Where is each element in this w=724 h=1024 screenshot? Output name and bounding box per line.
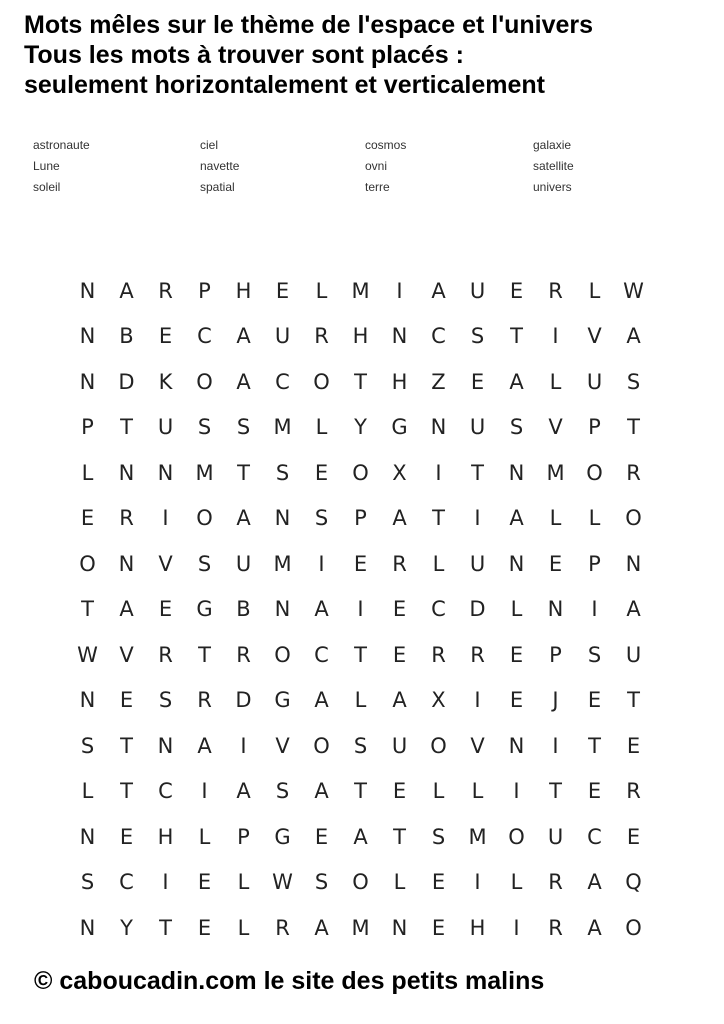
grid-cell: G <box>391 415 408 440</box>
title-line-1: Mots mêles sur le thème de l'espace et l'univers <box>24 11 594 39</box>
grid-cell: A <box>626 597 641 622</box>
grid-cell: H <box>235 278 252 303</box>
grid-cell: M <box>468 824 487 849</box>
grid-cell: S <box>626 369 641 394</box>
grid-cell: N <box>79 688 96 713</box>
grid-cell: N <box>274 597 291 622</box>
grid-cell: S <box>314 506 329 531</box>
grid-cell: I <box>201 779 208 804</box>
grid-cell: I <box>591 597 598 622</box>
grid-cell: A <box>314 597 329 622</box>
word-item: navette <box>200 159 240 173</box>
grid-cell: E <box>197 915 212 940</box>
word-item: ciel <box>200 138 219 152</box>
grid-cell: M <box>351 278 370 303</box>
grid-cell: A <box>509 506 524 531</box>
grid-cell: N <box>391 915 408 940</box>
grid-cell: W <box>623 278 644 303</box>
grid-cell: D <box>235 688 252 713</box>
grid-cell: Y <box>120 915 133 940</box>
grid-cell: I <box>162 870 169 895</box>
grid-cell: I <box>513 779 520 804</box>
grid-cell: S <box>197 551 212 576</box>
grid-cell: S <box>197 415 212 440</box>
grid-cell: T <box>432 506 445 531</box>
grid-cell: E <box>431 915 446 940</box>
grid-cell: N <box>118 460 135 485</box>
grid-cell: N <box>625 551 642 576</box>
word-item: terre <box>365 180 390 194</box>
grid-cell: L <box>393 870 406 895</box>
grid-cell: U <box>469 551 486 576</box>
grid-cell: U <box>157 415 174 440</box>
grid-cell: H <box>391 369 408 394</box>
grid-cell: S <box>80 733 95 758</box>
grid-cell: E <box>626 733 641 758</box>
grid-cell: X <box>431 688 446 713</box>
grid-cell: T <box>120 779 133 804</box>
grid-cell: A <box>236 779 251 804</box>
grid-cell: E <box>314 460 329 485</box>
grid-cell: R <box>431 642 446 667</box>
grid-cell: T <box>549 779 562 804</box>
grid-cell: N <box>547 597 564 622</box>
grid-cell: L <box>588 506 601 531</box>
grid-cell: L <box>432 779 445 804</box>
grid-cell: G <box>196 597 213 622</box>
grid-cell: K <box>158 369 173 394</box>
grid-cell: N <box>508 733 525 758</box>
grid-cell: U <box>547 824 564 849</box>
grid-cell: C <box>431 324 446 349</box>
grid-cell: U <box>391 733 408 758</box>
grid-cell: L <box>198 824 211 849</box>
word-item: ovni <box>365 159 388 173</box>
grid-cell: P <box>354 506 367 531</box>
grid-cell: L <box>315 415 328 440</box>
grid-cell: N <box>79 915 96 940</box>
grid-cell: E <box>509 642 524 667</box>
grid-cell: I <box>318 551 325 576</box>
footer-credit: © caboucadin.com le site des petits malins <box>34 967 545 995</box>
grid-cell: L <box>432 551 445 576</box>
grid-cell: L <box>471 779 484 804</box>
grid-cell: N <box>157 460 174 485</box>
grid-cell: E <box>197 870 212 895</box>
grid-cell: T <box>627 688 640 713</box>
grid-cell: E <box>470 369 485 394</box>
grid-cell: S <box>158 688 173 713</box>
grid-cell: E <box>509 688 524 713</box>
grid-cell: N <box>430 415 447 440</box>
grid-cell: L <box>315 278 328 303</box>
grid-cell: E <box>392 597 407 622</box>
word-item: astronaute <box>33 138 90 152</box>
grid-cell: E <box>353 551 368 576</box>
grid-cell: E <box>275 278 290 303</box>
grid-cell: E <box>392 642 407 667</box>
title-line-3: seulement horizontalement et verticalement <box>24 71 545 99</box>
grid-cell: T <box>354 642 367 667</box>
grid-cell: O <box>352 460 369 485</box>
grid-cell: O <box>586 460 603 485</box>
grid-cell: I <box>513 915 520 940</box>
grid-cell: O <box>196 369 213 394</box>
grid-cell: T <box>120 733 133 758</box>
grid-cell: A <box>314 688 329 713</box>
grid-cell: A <box>392 688 407 713</box>
grid-cell: R <box>626 460 641 485</box>
grid-cell: O <box>274 642 291 667</box>
grid-cell: V <box>587 324 602 349</box>
grid-cell: E <box>548 551 563 576</box>
grid-cell: N <box>79 324 96 349</box>
grid-cell: V <box>119 642 134 667</box>
grid-cell: S <box>470 324 485 349</box>
grid-cell: R <box>158 278 173 303</box>
grid-cell: C <box>197 324 212 349</box>
letter-grid <box>68 268 653 951</box>
grid-cell: I <box>357 597 364 622</box>
grid-cell: O <box>430 733 447 758</box>
grid-cell: O <box>196 506 213 531</box>
grid-cell: R <box>197 688 212 713</box>
grid-cell: C <box>275 369 290 394</box>
grid-cell: I <box>474 870 481 895</box>
grid-cell: U <box>469 278 486 303</box>
grid-cell: E <box>80 506 95 531</box>
grid-cell: A <box>392 506 407 531</box>
grid-cell: M <box>546 460 565 485</box>
word-item: univers <box>533 180 572 194</box>
grid-cell: V <box>275 733 290 758</box>
grid-cell: R <box>548 870 563 895</box>
grid-cell: P <box>588 551 601 576</box>
grid-cell: I <box>162 506 169 531</box>
grid-cell: P <box>588 415 601 440</box>
grid-cell: W <box>77 642 98 667</box>
grid-cell: O <box>508 824 525 849</box>
grid-cell: Q <box>625 870 642 895</box>
grid-cell: D <box>118 369 135 394</box>
grid-cell: W <box>272 870 293 895</box>
grid-cell: E <box>119 824 134 849</box>
grid-cell: N <box>391 324 408 349</box>
grid-cell: I <box>240 733 247 758</box>
grid-cell: S <box>509 415 524 440</box>
grid-cell: L <box>588 278 601 303</box>
grid-cell: M <box>273 415 292 440</box>
grid-cell: D <box>469 597 486 622</box>
grid-cell: A <box>353 824 368 849</box>
grid-cell: P <box>198 278 211 303</box>
grid-cell: L <box>510 597 523 622</box>
grid-cell: H <box>469 915 486 940</box>
grid-cell: U <box>586 369 603 394</box>
grid-cell: P <box>549 642 562 667</box>
grid-cell: H <box>352 324 369 349</box>
grid-cell: R <box>392 551 407 576</box>
grid-cell: N <box>79 278 96 303</box>
grid-cell: V <box>548 415 563 440</box>
grid-cell: S <box>275 460 290 485</box>
grid-cell: N <box>157 733 174 758</box>
word-item: soleil <box>33 180 61 194</box>
word-item: spatial <box>200 180 235 194</box>
grid-cell: R <box>314 324 329 349</box>
grid-cell: A <box>236 506 251 531</box>
grid-cell: L <box>510 870 523 895</box>
grid-cell: M <box>273 551 292 576</box>
grid-cell: A <box>626 324 641 349</box>
grid-cell: R <box>275 915 290 940</box>
grid-cell: R <box>158 642 173 667</box>
grid-cell: R <box>548 915 563 940</box>
grid-cell: X <box>392 460 407 485</box>
grid-cell: C <box>119 870 134 895</box>
grid-cell: A <box>587 915 602 940</box>
grid-cell: Z <box>431 369 446 394</box>
grid-cell: N <box>508 460 525 485</box>
word-item: satellite <box>533 159 574 173</box>
grid-cell: T <box>393 824 406 849</box>
grid-cell: R <box>626 779 641 804</box>
grid-cell: C <box>314 642 329 667</box>
grid-cell: O <box>79 551 96 576</box>
grid-cell: E <box>587 779 602 804</box>
grid-cell: N <box>79 824 96 849</box>
grid-cell: T <box>159 915 172 940</box>
grid-cell: G <box>274 688 291 713</box>
grid-cell: O <box>625 915 642 940</box>
grid-cell: A <box>509 369 524 394</box>
word-item: cosmos <box>365 138 407 152</box>
grid-cell: G <box>274 824 291 849</box>
grid-cell: M <box>351 915 370 940</box>
grid-cell: A <box>587 870 602 895</box>
grid-cell: I <box>435 460 442 485</box>
grid-cell: T <box>627 415 640 440</box>
grid-cell: T <box>237 460 250 485</box>
grid-cell: O <box>352 870 369 895</box>
grid-cell: R <box>470 642 485 667</box>
grid-cell: M <box>195 460 214 485</box>
grid-cell: L <box>237 870 250 895</box>
grid-cell: L <box>81 460 94 485</box>
grid-cell: S <box>587 642 602 667</box>
grid-cell: T <box>198 642 211 667</box>
grid-cell: S <box>353 733 368 758</box>
grid-cell: L <box>549 369 562 394</box>
grid-cell: T <box>354 779 367 804</box>
grid-cell: U <box>274 324 291 349</box>
grid-cell: S <box>314 870 329 895</box>
grid-cell: A <box>197 733 212 758</box>
grid-cell: S <box>275 779 290 804</box>
grid-cell: T <box>120 415 133 440</box>
grid-cell: A <box>236 324 251 349</box>
word-item: galaxie <box>533 138 572 152</box>
grid-cell: E <box>314 824 329 849</box>
grid-cell: S <box>431 824 446 849</box>
word-list <box>33 137 693 196</box>
grid-cell: T <box>588 733 601 758</box>
grid-cell: B <box>119 324 134 349</box>
grid-cell: E <box>392 779 407 804</box>
title-line-2: Tous les mots à trouver sont placés : <box>24 41 464 69</box>
grid-cell: H <box>157 824 174 849</box>
grid-cell: E <box>587 688 602 713</box>
grid-cell: U <box>469 415 486 440</box>
word-item: Lune <box>33 159 60 173</box>
grid-cell: B <box>236 597 251 622</box>
grid-cell: P <box>81 415 94 440</box>
grid-cell: T <box>471 460 484 485</box>
grid-cell: V <box>158 551 173 576</box>
grid-cell: U <box>625 642 642 667</box>
grid-cell: O <box>313 733 330 758</box>
grid-cell: C <box>158 779 173 804</box>
grid-cell: N <box>274 506 291 531</box>
page-title <box>24 10 714 100</box>
grid-cell: V <box>470 733 485 758</box>
grid-cell: U <box>235 551 252 576</box>
grid-cell: T <box>354 369 367 394</box>
grid-cell: R <box>236 642 251 667</box>
grid-cell: O <box>625 506 642 531</box>
grid-cell: I <box>396 278 403 303</box>
grid-cell: A <box>236 369 251 394</box>
grid-cell: I <box>552 733 559 758</box>
grid-cell: E <box>626 824 641 849</box>
grid-cell: A <box>314 779 329 804</box>
grid-cell: C <box>587 824 602 849</box>
grid-cell: T <box>510 324 523 349</box>
grid-cell: P <box>237 824 250 849</box>
grid-cell: N <box>79 369 96 394</box>
grid-cell: C <box>431 597 446 622</box>
grid-cell: S <box>80 870 95 895</box>
grid-cell: S <box>236 415 251 440</box>
grid-cell: L <box>549 506 562 531</box>
grid-cell: I <box>474 506 481 531</box>
grid-cell: I <box>474 688 481 713</box>
grid-cell: E <box>158 597 173 622</box>
grid-cell: Y <box>354 415 367 440</box>
grid-cell: I <box>552 324 559 349</box>
grid-cell: R <box>119 506 134 531</box>
grid-cell: L <box>81 779 94 804</box>
grid-cell: L <box>354 688 367 713</box>
grid-cell: N <box>508 551 525 576</box>
grid-cell: R <box>548 278 563 303</box>
grid-cell: E <box>158 324 173 349</box>
grid-cell: E <box>509 278 524 303</box>
grid-cell: O <box>313 369 330 394</box>
grid-cell: E <box>119 688 134 713</box>
grid-cell: L <box>237 915 250 940</box>
grid-cell: A <box>119 597 134 622</box>
grid-cell: E <box>431 870 446 895</box>
grid-cell: A <box>431 278 446 303</box>
grid-cell: A <box>119 278 134 303</box>
grid-cell: J <box>552 688 559 713</box>
grid-cell: T <box>81 597 94 622</box>
grid-cell: N <box>118 551 135 576</box>
grid-cell: A <box>314 915 329 940</box>
